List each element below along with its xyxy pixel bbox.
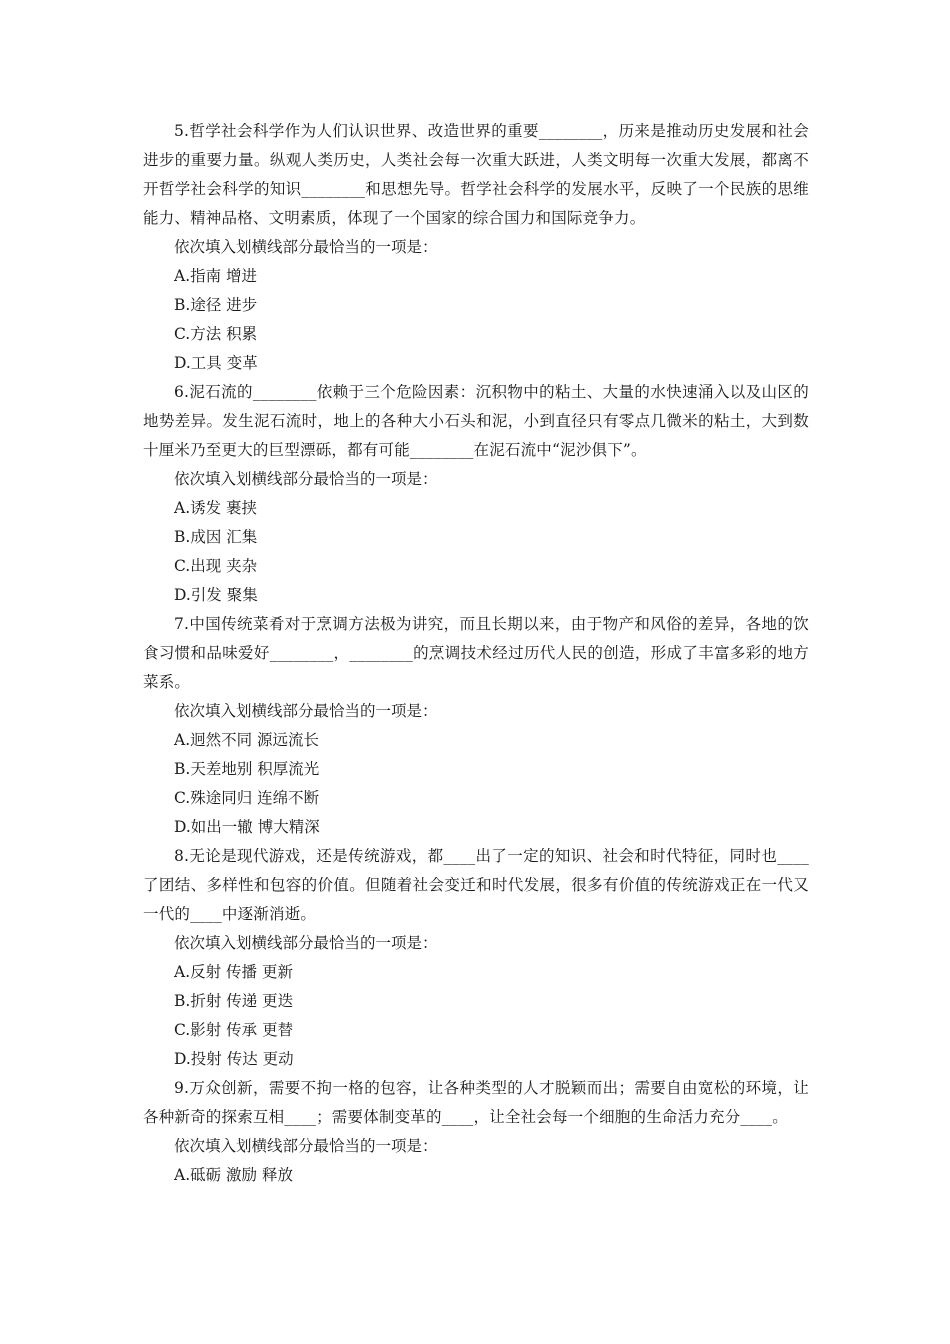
question-text: 9.万众创新，需要不拘一格的包容，让各种类型的人才脱颖而出；需要自由宽松的环境，让各种新奇的探索互相____；需要体制变革的____，让全社会每一个细胞的生命活力充分____。 <box>143 1079 809 1126</box>
option-b: B.天差地别 积厚流光 <box>174 760 320 778</box>
question-5 <box>143 117 809 378</box>
document-page <box>143 117 809 1190</box>
option-d: D.工具 变革 <box>174 354 258 372</box>
option-b: B.途径 进步 <box>174 296 258 314</box>
question-prompt: 依次填入划横线部分最恰当的一项是： <box>174 238 438 256</box>
question-prompt: 依次填入划横线部分最恰当的一项是： <box>174 1137 438 1155</box>
option-c: C.影射 传承 更替 <box>174 1021 294 1039</box>
question-text: 8.无论是现代游戏，还是传统游戏，都____出了一定的知识、社会和时代特征，同时也____了团结、多样性和包容的价值。但随着社会变迁和时代发展，很多有价值的传统游戏正在一代又一代的____中逐渐消逝。 <box>143 847 809 923</box>
option-b: B.成因 汇集 <box>174 528 258 546</box>
question-7 <box>143 610 809 842</box>
question-6 <box>143 378 809 610</box>
option-c: C.方法 积累 <box>174 325 258 343</box>
question-prompt: 依次填入划横线部分最恰当的一项是： <box>174 470 438 488</box>
question-text: 6.泥石流的________依赖于三个危险因素：沉积物中的粘土、大量的水快速涌入以及山区的地势差异。发生泥石流时，地上的各种大小石头和泥，小到直径只有零点几微米的粘土，大到数十厘米乃至更大的巨型漂砾，都有可能________在泥石流中“泥沙俱下”。 <box>143 383 809 459</box>
option-a: A.迥然不同 源远流长 <box>174 731 320 749</box>
option-d: D.投射 传达 更动 <box>174 1050 294 1068</box>
option-c: C.出现 夹杂 <box>174 557 258 575</box>
option-list <box>143 1161 809 1190</box>
option-list <box>143 494 809 610</box>
option-d: D.引发 聚集 <box>174 586 258 604</box>
option-a: A.指南 增进 <box>174 267 258 285</box>
option-list <box>143 726 809 842</box>
option-d: D.如出一辙 博大精深 <box>174 818 320 836</box>
option-b: B.折射 传递 更迭 <box>174 992 294 1010</box>
question-9 <box>143 1074 809 1190</box>
option-a: A.诱发 裹挟 <box>174 499 258 517</box>
option-list <box>143 262 809 378</box>
option-a: A.砥砺 激励 释放 <box>174 1166 293 1184</box>
question-prompt: 依次填入划横线部分最恰当的一项是： <box>174 934 438 952</box>
option-c: C.殊途同归 连绵不断 <box>174 789 320 807</box>
option-a: A.反射 传播 更新 <box>174 963 293 981</box>
question-text: 7.中国传统菜肴对于烹调方法极为讲究，而且长期以来，由于物产和风俗的差异，各地的饮食习惯和品味爱好________，________的烹调技术经过历代人民的创造，形成了丰富多彩的地方菜系。 <box>143 615 809 691</box>
question-prompt: 依次填入划横线部分最恰当的一项是： <box>174 702 438 720</box>
option-list <box>143 958 809 1074</box>
question-text: 5.哲学社会科学作为人们认识世界、改造世界的重要________，历来是推动历史发展和社会进步的重要力量。纵观人类历史，人类社会每一次重大跃进，人类文明每一次重大发展，都离不开哲学社会科学的知识________和思想先导。哲学社会科学的发展水平，反映了一个民族的思维能力、精神品格、文明素质，体现了一个国家的综合国力和国际竞争力。 <box>143 122 809 227</box>
question-8 <box>143 842 809 1074</box>
